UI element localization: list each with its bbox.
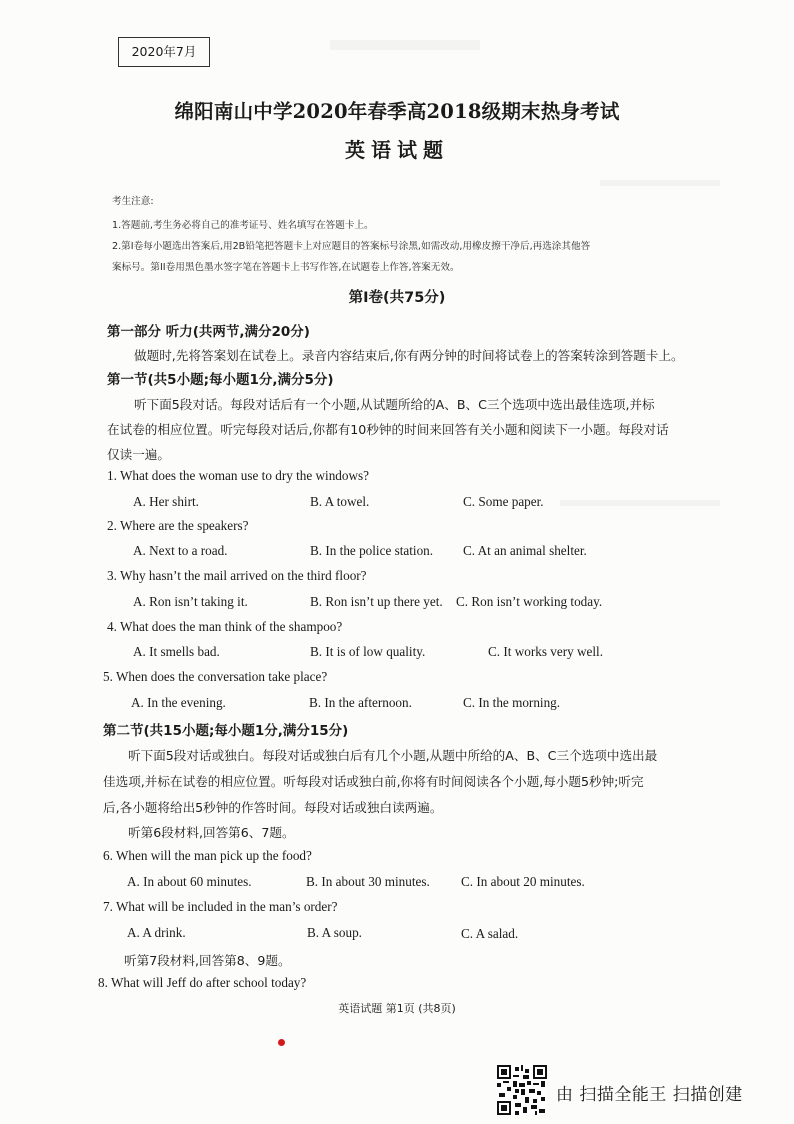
question-5: 5. When does the conversation take place? [103, 669, 328, 684]
part1-instruction: 做题时,先将答案划在试卷上。录音内容结束后,你有两分钟的时间将试卷上的答案转涂到答题卡上。 [134, 348, 684, 363]
exam-subtitle: 英语试题 [345, 138, 449, 162]
question-2: 2. Where are the speakers? [107, 518, 249, 533]
scan-bleed [600, 180, 720, 186]
question-4: 4. What does the man think of the shampoo? [107, 619, 343, 634]
q6-option-c: C. In about 20 minutes. [461, 874, 585, 889]
section2-instruction-1: 听下面5段对话或独白。每段对话或独白后有几个小题,从题中所给的A、B、C三个选项中选出最 [128, 748, 658, 763]
section1-heading: 第一节(共5小题;每小题1分,满分5分) [107, 372, 334, 388]
section1-instruction-1: 听下面5段对话。每段对话后有一个小题,从试题所给的A、B、C三个选项中选出最佳选项,并标 [134, 397, 655, 412]
scanner-watermark: 由 扫描全能王 扫描创建 [556, 1085, 743, 1105]
question-6: 6. When will the man pick up the food? [103, 848, 312, 863]
q2-option-c: C. At an animal shelter. [463, 543, 587, 558]
q7-option-b: B. A soup. [307, 925, 362, 940]
exam-title: 绵阳南山中学2020年春季高2018级期末热身考试 [174, 100, 620, 123]
volume-title: 第I卷(共75分) [348, 290, 446, 306]
q3-option-c: C. Ron isn’t working today. [456, 594, 603, 609]
q2-option-a: A. Next to a road. [133, 543, 228, 558]
q7-option-c: C. A salad. [461, 926, 519, 941]
scan-bleed [560, 500, 720, 506]
question-3: 3. Why hasn’t the mail arrived on the third floor? [107, 568, 367, 583]
q5-option-a: A. In the evening. [131, 695, 226, 710]
question-7: 7. What will be included in the man’s order? [103, 899, 338, 914]
q4-option-b: B. It is of low quality. [310, 644, 426, 659]
qr-code-icon [497, 1065, 547, 1115]
q3-option-b: B. Ron isn’t up there yet. [310, 594, 443, 609]
part1-heading: 第一部分 听力(共两节,满分20分) [107, 324, 310, 340]
section2-instruction-3: 后,各小题将给出5秒钟的作答时间。每段对话或独白读两遍。 [103, 800, 443, 815]
section2-instruction-2: 佳选项,并标在试卷的相应位置。听每段对话或独白前,你将有时间阅读各个小题,每小题5秒钟;听完 [103, 774, 644, 789]
q3-option-a: A. Ron isn’t taking it. [133, 594, 248, 609]
q1-option-b: B. A towel. [310, 494, 370, 509]
page-footer: 英语试题 第1页 (共8页) [338, 1002, 456, 1015]
material-7-note: 听第7段材料,回答第8、9题。 [124, 953, 291, 968]
q7-option-a: A. A drink. [127, 925, 186, 940]
material-6-note: 听第6段材料,回答第6、7题。 [128, 825, 295, 840]
notes-line-1: 1.答题前,考生务必将自己的准考证号、姓名填写在答题卡上。 [112, 220, 374, 231]
notes-line-2: 2.第I卷每小题选出答案后,用2B铅笔把答题卡上对应题目的答案标号涂黑,如需改动,用橡皮擦干净后,再选涂其他答 [112, 241, 591, 252]
section1-instruction-2: 在试卷的相应位置。听完每段对话后,你都有10秒钟的时间来回答有关小题和阅读下一小题。每段对话 [107, 422, 669, 437]
question-8: 8. What will Jeff do after school today? [98, 975, 307, 990]
q2-option-b: B. In the police station. [310, 543, 434, 558]
q4-option-a: A. It smells bad. [133, 644, 220, 659]
section2-heading: 第二节(共15小题;每小题1分,满分15分) [103, 723, 349, 739]
date-box: 2020年7月 [118, 37, 210, 67]
q5-option-c: C. In the morning. [463, 695, 561, 710]
q6-option-b: B. In about 30 minutes. [306, 874, 430, 889]
red-mark [278, 1039, 285, 1046]
q4-option-c: C. It works very well. [488, 644, 604, 659]
scan-bleed [330, 40, 480, 50]
q1-option-a: A. Her shirt. [133, 494, 199, 509]
question-1: 1. What does the woman use to dry the windows? [107, 468, 369, 483]
q5-option-b: B. In the afternoon. [309, 695, 412, 710]
notes-heading: 考生注意: [112, 196, 154, 207]
q1-option-c: C. Some paper. [463, 494, 544, 509]
section1-instruction-3: 仅读一遍。 [107, 447, 170, 462]
q6-option-a: A. In about 60 minutes. [127, 874, 252, 889]
notes-line-3: 案标号。第II卷用黑色墨水签字笔在答题卡上书写作答,在试题卷上作答,答案无效。 [112, 262, 460, 273]
